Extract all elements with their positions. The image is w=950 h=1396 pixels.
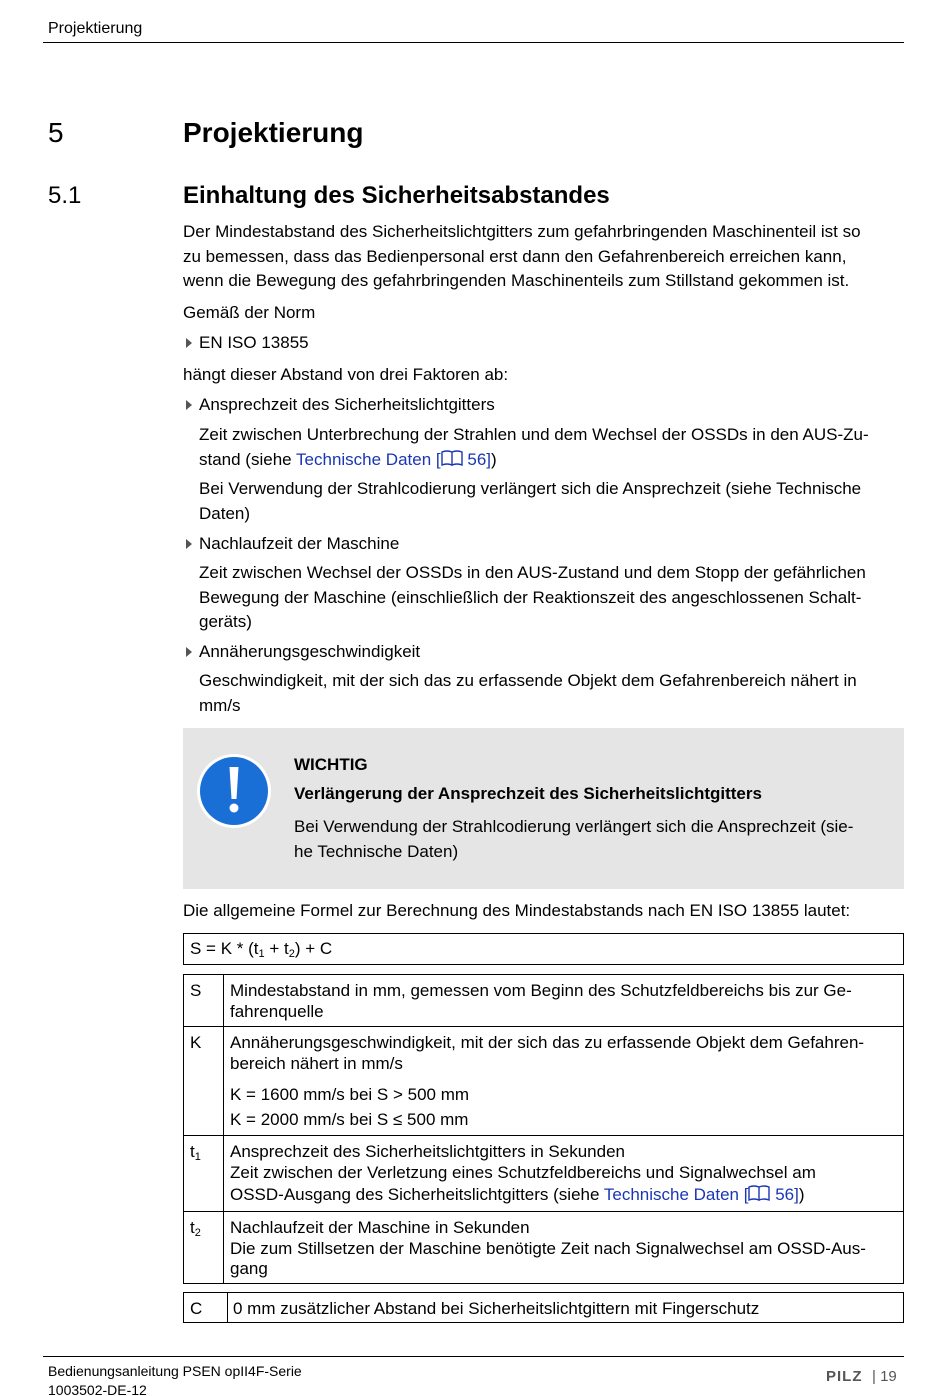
- technische-daten-link[interactable]: Technische Daten [ 56]: [296, 449, 492, 469]
- factor-bullet-approach-speed: [199, 640, 420, 665]
- intro-line: Der Mindestabstand des Sicherheitslichtgitters zum gefahrbringenden Maschinenteil ist so: [183, 222, 861, 241]
- bullet-triangle-icon: [186, 338, 192, 348]
- factor-description: [199, 669, 914, 718]
- header-rule: [43, 42, 904, 43]
- formula-box: $S = K * (t_1 + t_2) + C$: [183, 933, 904, 965]
- bullet-triangle-icon: [186, 400, 192, 410]
- section-number: 5.1: [48, 182, 82, 209]
- cell-divider: [227, 1293, 228, 1322]
- description-cell: Nachlaufzeit der Maschine in Sekunden Die zum Stillsetzen der Maschine benötigte Zeit nach Signalwechsel am OSSD-Aus- gang: [224, 1212, 904, 1284]
- chapter-title: Projektierung: [183, 117, 364, 148]
- factor-line: geräts): [199, 612, 252, 631]
- factor-line: Zeit zwischen Unterbrechung der Strahlen und dem Wechsel der OSSDs in den AUS-Zu-: [199, 425, 869, 444]
- symbol-cell: K: [184, 1027, 224, 1136]
- description-cell: 0 mm zusätzlicher Abstand bei Sicherheitslichtgittern mit Fingerschutz: [233, 1299, 760, 1318]
- factor-line: Geschwindigkeit, mit der sich das zu erfassende Objekt dem Gefahrenbereich nähert in: [199, 671, 857, 690]
- book-icon: [441, 450, 463, 467]
- running-header: Projektierung: [48, 20, 143, 37]
- symbol-cell: $t_2$: [184, 1212, 224, 1284]
- notice-line: Bei Verwendung der Strahlcodierung verlängert sich die Ansprechzeit (sie-: [294, 817, 854, 836]
- important-notice-box: [183, 728, 904, 889]
- factor-line: stand (siehe Technische Daten [ 56]): [199, 449, 497, 469]
- bullet-triangle-icon: [186, 539, 192, 549]
- factor-line: Zeit zwischen Wechsel der OSSDs in den AUS-Zustand und dem Stopp der gefährlichen: [199, 563, 866, 582]
- factor-title: Nachlaufzeit der Maschine: [199, 534, 400, 553]
- description-cell: Annäherungsgeschwindigkeit, mit der sich das zu erfassende Objekt dem Gefahren- bereich nähert in mm/s K = 1600 mm/s bei S > 500 mm K = 2000 mm/s bei S ≤ 500 mm: [224, 1027, 904, 1136]
- norm-intro: Gemäß der Norm: [183, 303, 316, 322]
- footer-rule: [43, 1356, 904, 1357]
- definitions-table: [183, 974, 904, 1284]
- description-cell: Ansprechzeit des Sicherheitslichtgitters in Sekunden Zeit zwischen der Verletzung eines Schutzfeldbereichs und Signalwechsel am OSSD-Ausgang des Sicherheitslichtgitters (siehe Technische Daten [ 56]): [224, 1136, 904, 1212]
- factor-description: [199, 423, 914, 472]
- notice-line: he Technische Daten): [294, 841, 459, 861]
- constant-row: [183, 1292, 904, 1323]
- technische-daten-link[interactable]: Technische Daten [ 56]: [603, 1185, 799, 1204]
- footer-doc-number: 1003502-DE-12: [48, 1382, 147, 1396]
- factor-line: Bewegung der Maschine (einschließlich der Reaktionszeit des angeschlossenen Schalt-: [199, 587, 862, 607]
- symbol-cell: C: [190, 1299, 203, 1318]
- section-title: Einhaltung des Sicherheitsabstandes: [183, 182, 610, 209]
- factors-intro: hängt dieser Abstand von drei Faktoren ab:: [183, 365, 509, 384]
- factor-line: Daten): [199, 503, 251, 523]
- notice-title: Verlängerung der Ansprechzeit des Sicherheitslichtgitters: [294, 784, 762, 803]
- factor-bullet-response-time: [199, 393, 495, 418]
- table-row: [184, 1212, 904, 1284]
- page-number: | 19: [872, 1368, 897, 1385]
- table-row: [184, 1027, 904, 1136]
- norm-bullet-text: EN ISO 13855: [199, 333, 309, 352]
- book-icon: [748, 1185, 770, 1202]
- symbol-cell: $t_1$: [184, 1136, 224, 1212]
- factor-description: [199, 561, 914, 635]
- factor-title: Ansprechzeit des Sicherheitslichtgitters: [199, 395, 495, 414]
- intro-line: zu bemessen, dass das Bedienpersonal erst dann den Gefahrenbereich erreichen kann,: [183, 246, 847, 266]
- footer-doc-title: Bedienungsanleitung PSEN opII4F-Serie: [48, 1363, 302, 1379]
- notice-label: WICHTIG: [294, 755, 368, 774]
- factor-title: Annäherungsgeschwindigkeit: [199, 642, 421, 661]
- bullet-triangle-icon: [186, 647, 192, 657]
- chapter-number: 5: [48, 117, 64, 148]
- notice-text: [294, 815, 894, 864]
- exclamation-icon: [196, 753, 272, 829]
- intro-paragraph: [183, 220, 861, 294]
- table-row: [184, 1136, 904, 1212]
- symbol-cell: S: [184, 975, 224, 1027]
- pilz-logo: PILZ: [826, 1368, 863, 1385]
- factor-line: mm/s: [199, 695, 241, 715]
- table-row: [184, 975, 904, 1027]
- factor-bullet-overrun-time: [199, 532, 399, 557]
- factor-line: Bei Verwendung der Strahlcodierung verlängert sich die Ansprechzeit (siehe Technische: [199, 479, 862, 498]
- formula-intro: Die allgemeine Formel zur Berechnung des Mindestabstands nach EN ISO 13855 lautet:: [183, 901, 851, 920]
- description-cell: Mindestabstand in mm, gemessen vom Beginn des Schutzfeldbereichs bis zur Ge- fahrenquelle: [224, 975, 904, 1027]
- intro-line: wenn die Bewegung des gefahrbringenden Maschinenteils zum Stillstand gekommen ist.: [183, 271, 850, 290]
- factor-note: [199, 477, 914, 526]
- norm-bullet: [199, 331, 309, 356]
